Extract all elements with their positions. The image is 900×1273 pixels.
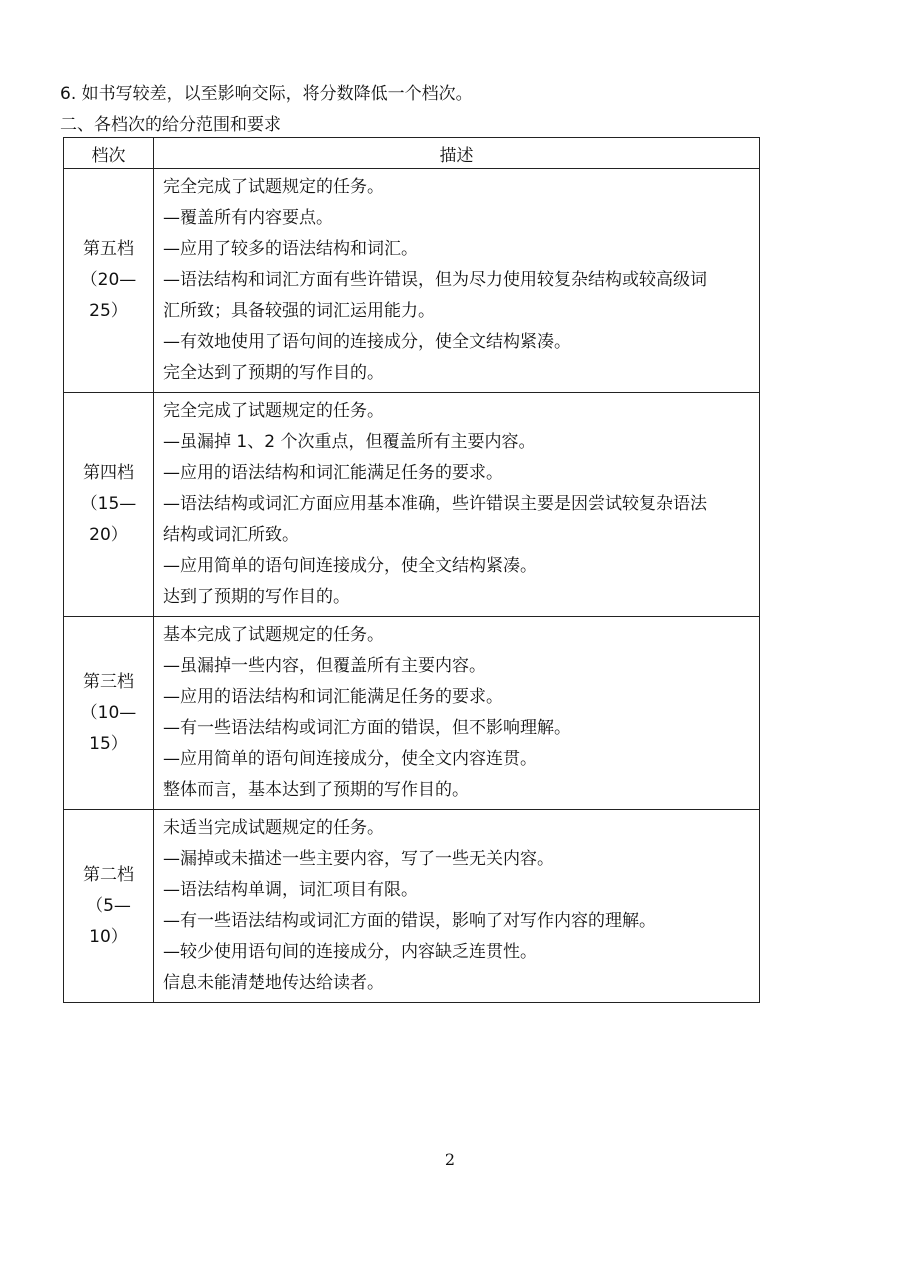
- description-line: 达到了预期的写作目的。: [163, 587, 350, 607]
- description-line: 整体而言，基本达到了预期的写作目的。: [163, 780, 469, 800]
- description-line: —应用简单的语句间连接成分，使全文结构紧凑。: [163, 556, 537, 576]
- header-band: 档次: [64, 138, 154, 169]
- description-line: 完全完成了试题规定的任务。: [163, 401, 384, 421]
- band-name: 第三档: [83, 671, 134, 692]
- description-line: 未适当完成试题规定的任务。: [163, 818, 384, 838]
- description-line: —应用了较多的语法结构和词汇。: [163, 239, 418, 259]
- table-header-row: [64, 138, 760, 169]
- description-line: —较少使用语句间的连接成分，内容缺乏连贯性。: [163, 942, 537, 962]
- description-line: —漏掉或未描述一些主要内容，写了一些无关内容。: [163, 849, 554, 869]
- description-line: —应用的语法结构和词汇能满足任务的要求。: [163, 463, 503, 483]
- grading-table: [63, 137, 760, 1003]
- band-range-end: 20）: [89, 525, 128, 545]
- section-heading: 二、各档次的给分范围和要求: [60, 115, 281, 135]
- description-line: —语法结构单调，词汇项目有限。: [163, 880, 418, 900]
- description-line: —虽漏掉 1、2 个次重点，但覆盖所有主要内容。: [163, 432, 536, 452]
- band-cell: [64, 810, 154, 1003]
- description-cell: [154, 169, 760, 393]
- table-row: [64, 393, 760, 617]
- description-line: —应用的语法结构和词汇能满足任务的要求。: [163, 687, 503, 707]
- band-range-end: 25）: [89, 301, 128, 321]
- description-cell: [154, 393, 760, 617]
- description-line: 基本完成了试题规定的任务。: [163, 625, 384, 645]
- table-row: [64, 617, 760, 810]
- description-line: —语法结构或词汇方面应用基本准确，些许错误主要是因尝试较复杂语法: [163, 494, 707, 514]
- description-line: —虽漏掉一些内容，但覆盖所有主要内容。: [163, 656, 486, 676]
- band-range-end: 10）: [89, 926, 128, 947]
- band-cell: [64, 393, 154, 617]
- description-line: 完全完成了试题规定的任务。: [163, 177, 384, 197]
- description-line: —有效地使用了语句间的连接成分，使全文结构紧凑。: [163, 332, 571, 352]
- band-cell: [64, 169, 154, 393]
- description-line: —应用简单的语句间连接成分，使全文内容连贯。: [163, 749, 537, 769]
- description-line: 结构或词汇所致。: [163, 525, 299, 545]
- band-range-start: （20—: [80, 270, 137, 290]
- band-range-end: 15）: [89, 733, 128, 754]
- band-range-start: （10—: [80, 702, 137, 723]
- band-name: 第四档: [83, 463, 134, 483]
- band-name: 第二档: [83, 864, 134, 885]
- description-line: 完全达到了预期的写作目的。: [163, 363, 384, 383]
- table-row: [64, 169, 760, 393]
- band-range-start: （15—: [80, 494, 137, 514]
- table-row: [64, 810, 760, 1003]
- band-range-start: （5—: [86, 895, 131, 916]
- description-line: —有一些语法结构或词汇方面的错误，影响了对写作内容的理解。: [163, 911, 656, 931]
- description-cell: [154, 810, 760, 1003]
- header-description: 描述: [154, 138, 760, 169]
- description-cell: [154, 617, 760, 810]
- description-line: —覆盖所有内容要点。: [163, 208, 333, 228]
- description-line: 汇所致；具备较强的词汇运用能力。: [163, 301, 435, 321]
- page-number: 2: [444, 1150, 456, 1169]
- description-line: —有一些语法结构或词汇方面的错误，但不影响理解。: [163, 718, 571, 738]
- description-line: 信息未能清楚地传达给读者。: [163, 973, 384, 993]
- description-line: —语法结构和词汇方面有些许错误，但为尽力使用较复杂结构或较高级词: [163, 270, 707, 290]
- rule-6-text: 6. 如书写较差，以至影响交际，将分数降低一个档次。: [60, 84, 473, 104]
- band-name: 第五档: [83, 239, 134, 259]
- band-cell: [64, 617, 154, 810]
